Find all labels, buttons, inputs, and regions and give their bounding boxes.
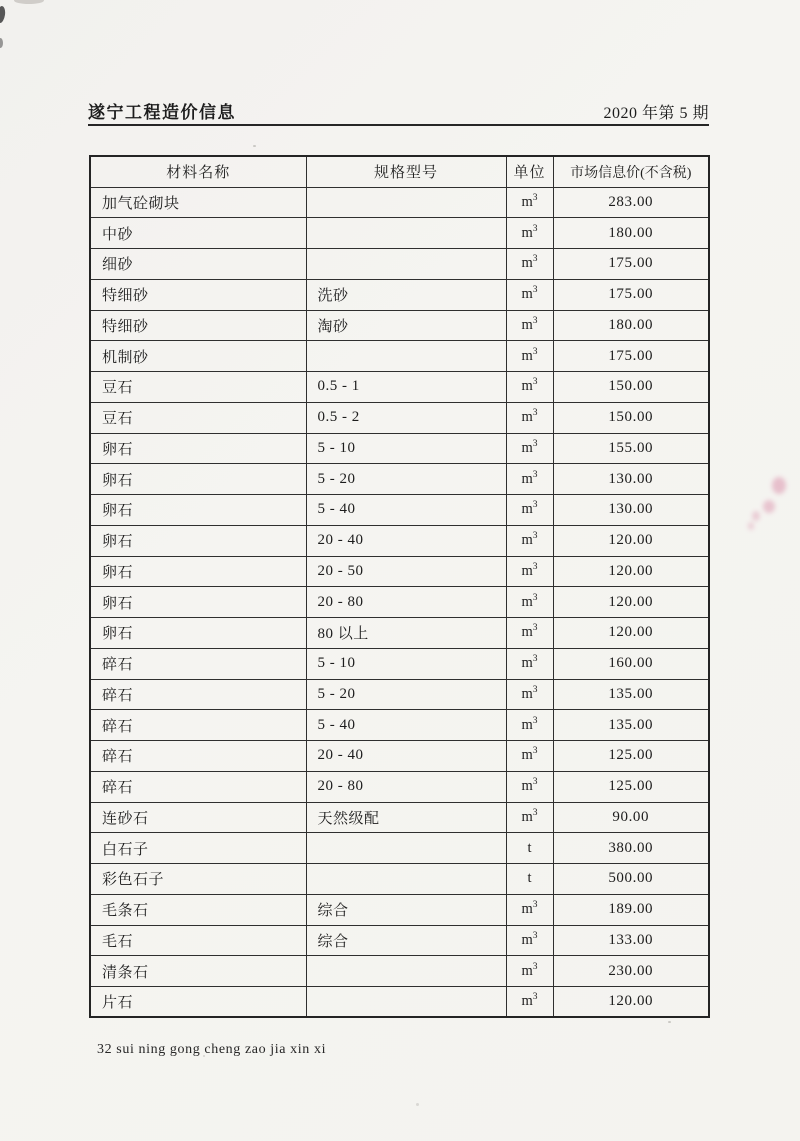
cell-price: 120.00 bbox=[553, 587, 709, 618]
cell-spec-model: 5 - 20 bbox=[306, 679, 506, 710]
cell-material-name: 碎石 bbox=[90, 710, 306, 741]
cell-material-name: 毛石 bbox=[90, 925, 306, 956]
price-table bbox=[89, 155, 710, 1018]
cell-unit: $m^3$ bbox=[506, 433, 553, 464]
cell-spec-model: 20 - 40 bbox=[306, 525, 506, 556]
table-row bbox=[90, 894, 709, 925]
table-row bbox=[90, 864, 709, 895]
table-row bbox=[90, 218, 709, 249]
table-row bbox=[90, 341, 709, 372]
cell-unit: $m^3$ bbox=[506, 341, 553, 372]
cell-unit: $m^3$ bbox=[506, 710, 553, 741]
cell-spec-model bbox=[306, 187, 506, 218]
cell-unit: $m^3$ bbox=[506, 587, 553, 618]
table-row bbox=[90, 771, 709, 802]
cell-material-name: 细砂 bbox=[90, 249, 306, 280]
column-header-market-price: 市场信息价(不含税) bbox=[553, 156, 709, 187]
cell-unit: $m^3$ bbox=[506, 187, 553, 218]
cell-price: 175.00 bbox=[553, 249, 709, 280]
cell-spec-model: 0.5 - 1 bbox=[306, 372, 506, 403]
scan-ink-smudge bbox=[748, 522, 754, 530]
cell-unit: $m^3$ bbox=[506, 372, 553, 403]
cell-price: 175.00 bbox=[553, 279, 709, 310]
cell-material-name: 卵石 bbox=[90, 464, 306, 495]
cell-material-name: 卵石 bbox=[90, 587, 306, 618]
cell-spec-model: 5 - 20 bbox=[306, 464, 506, 495]
cell-material-name: 特细砂 bbox=[90, 310, 306, 341]
cell-material-name: 中砂 bbox=[90, 218, 306, 249]
cell-material-name: 卵石 bbox=[90, 618, 306, 649]
cell-spec-model: 5 - 40 bbox=[306, 495, 506, 526]
table-row bbox=[90, 833, 709, 864]
table-row bbox=[90, 956, 709, 987]
cell-price: 120.00 bbox=[553, 618, 709, 649]
footer-page-label: 32 sui ning gong cheng zao jia xin xi bbox=[97, 1042, 327, 1057]
cell-unit: $m^3$ bbox=[506, 279, 553, 310]
table-row bbox=[90, 556, 709, 587]
column-header-unit: 单位 bbox=[506, 156, 553, 187]
cell-price: 120.00 bbox=[553, 556, 709, 587]
cell-spec-model: 80 以上 bbox=[306, 618, 506, 649]
cell-unit: $m^3$ bbox=[506, 741, 553, 772]
table-row bbox=[90, 433, 709, 464]
cell-unit: $m^3$ bbox=[506, 310, 553, 341]
cell-price: 175.00 bbox=[553, 341, 709, 372]
cell-price: 125.00 bbox=[553, 771, 709, 802]
cell-unit: $m^3$ bbox=[506, 402, 553, 433]
table-row bbox=[90, 495, 709, 526]
cell-spec-model: 5 - 40 bbox=[306, 710, 506, 741]
table-row bbox=[90, 587, 709, 618]
scan-ink-smudge bbox=[752, 511, 760, 521]
cell-price: 150.00 bbox=[553, 402, 709, 433]
document-title: 遂宁工程造价信息 bbox=[88, 103, 236, 122]
cell-spec-model: 综合 bbox=[306, 925, 506, 956]
header-divider bbox=[88, 124, 709, 126]
table-row bbox=[90, 279, 709, 310]
scan-speck bbox=[416, 1103, 419, 1106]
cell-material-name: 加气砼砌块 bbox=[90, 187, 306, 218]
cell-material-name: 碎石 bbox=[90, 741, 306, 772]
cell-material-name: 卵石 bbox=[90, 495, 306, 526]
cell-unit: $m^3$ bbox=[506, 925, 553, 956]
price-table-body bbox=[90, 187, 709, 1017]
cell-material-name: 碎石 bbox=[90, 648, 306, 679]
cell-unit: $m^3$ bbox=[506, 679, 553, 710]
cell-unit: $m^3$ bbox=[506, 556, 553, 587]
cell-spec-model bbox=[306, 956, 506, 987]
cell-spec-model: 洗砂 bbox=[306, 279, 506, 310]
table-row bbox=[90, 679, 709, 710]
cell-price: 283.00 bbox=[553, 187, 709, 218]
scan-corner-mark bbox=[0, 38, 3, 48]
table-row bbox=[90, 741, 709, 772]
cell-spec-model bbox=[306, 249, 506, 280]
cell-price: 133.00 bbox=[553, 925, 709, 956]
cell-price: 150.00 bbox=[553, 372, 709, 403]
cell-price: 120.00 bbox=[553, 525, 709, 556]
cell-spec-model bbox=[306, 218, 506, 249]
cell-spec-model: 天然级配 bbox=[306, 802, 506, 833]
table-row bbox=[90, 925, 709, 956]
cell-material-name: 卵石 bbox=[90, 525, 306, 556]
table-row bbox=[90, 525, 709, 556]
cell-unit: $m^3$ bbox=[506, 464, 553, 495]
table-row bbox=[90, 648, 709, 679]
cell-spec-model: 0.5 - 2 bbox=[306, 402, 506, 433]
cell-unit: $m^3$ bbox=[506, 802, 553, 833]
column-header-material-name: 材料名称 bbox=[90, 156, 306, 187]
cell-unit: $m^3$ bbox=[506, 618, 553, 649]
table-row bbox=[90, 402, 709, 433]
table-row bbox=[90, 802, 709, 833]
scan-ink-smudge bbox=[772, 477, 786, 494]
cell-price: 90.00 bbox=[553, 802, 709, 833]
cell-price: 380.00 bbox=[553, 833, 709, 864]
cell-material-name: 碎石 bbox=[90, 771, 306, 802]
table-row bbox=[90, 187, 709, 218]
cell-material-name: 机制砂 bbox=[90, 341, 306, 372]
cell-material-name: 卵石 bbox=[90, 556, 306, 587]
cell-unit: $m^3$ bbox=[506, 218, 553, 249]
cell-spec-model bbox=[306, 864, 506, 895]
cell-spec-model: 5 - 10 bbox=[306, 433, 506, 464]
cell-price: 130.00 bbox=[553, 495, 709, 526]
cell-unit: $m^3$ bbox=[506, 648, 553, 679]
cell-spec-model: 淘砂 bbox=[306, 310, 506, 341]
table-row bbox=[90, 464, 709, 495]
table-row bbox=[90, 310, 709, 341]
cell-price: 130.00 bbox=[553, 464, 709, 495]
table-row bbox=[90, 372, 709, 403]
cell-price: 180.00 bbox=[553, 310, 709, 341]
cell-price: 180.00 bbox=[553, 218, 709, 249]
column-header-spec-model: 规格型号 bbox=[306, 156, 506, 187]
cell-material-name: 彩色石子 bbox=[90, 864, 306, 895]
cell-price: 125.00 bbox=[553, 741, 709, 772]
cell-material-name: 连砂石 bbox=[90, 802, 306, 833]
cell-unit: $m^3$ bbox=[506, 495, 553, 526]
scan-edge-smudge bbox=[14, 0, 44, 4]
cell-unit: $m^3$ bbox=[506, 956, 553, 987]
cell-material-name: 豆石 bbox=[90, 372, 306, 403]
cell-material-name: 豆石 bbox=[90, 402, 306, 433]
table-row bbox=[90, 710, 709, 741]
cell-price: 120.00 bbox=[553, 987, 709, 1018]
cell-price: 189.00 bbox=[553, 894, 709, 925]
issue-label: 2020 年第 5 期 bbox=[603, 105, 709, 122]
cell-unit: t bbox=[506, 833, 553, 864]
cell-material-name: 片石 bbox=[90, 987, 306, 1018]
cell-spec-model: 5 - 10 bbox=[306, 648, 506, 679]
cell-material-name: 白石子 bbox=[90, 833, 306, 864]
cell-spec-model: 20 - 40 bbox=[306, 741, 506, 772]
cell-price: 160.00 bbox=[553, 648, 709, 679]
cell-spec-model: 20 - 50 bbox=[306, 556, 506, 587]
table-row bbox=[90, 987, 709, 1018]
cell-price: 135.00 bbox=[553, 710, 709, 741]
cell-price: 155.00 bbox=[553, 433, 709, 464]
scan-ink-smudge bbox=[763, 500, 775, 513]
cell-unit: $m^3$ bbox=[506, 249, 553, 280]
cell-material-name: 卵石 bbox=[90, 433, 306, 464]
cell-spec-model: 综合 bbox=[306, 894, 506, 925]
scan-speck bbox=[668, 1021, 671, 1023]
cell-spec-model bbox=[306, 341, 506, 372]
cell-spec-model bbox=[306, 833, 506, 864]
cell-unit: t bbox=[506, 864, 553, 895]
table-header-row bbox=[90, 156, 709, 187]
cell-material-name: 清条石 bbox=[90, 956, 306, 987]
cell-unit: $m^3$ bbox=[506, 894, 553, 925]
cell-price: 135.00 bbox=[553, 679, 709, 710]
scan-corner-mark bbox=[0, 6, 6, 24]
cell-spec-model bbox=[306, 987, 506, 1018]
table-row bbox=[90, 618, 709, 649]
scan-speck bbox=[253, 145, 256, 147]
cell-unit: $m^3$ bbox=[506, 987, 553, 1018]
cell-price: 500.00 bbox=[553, 864, 709, 895]
cell-unit: $m^3$ bbox=[506, 771, 553, 802]
cell-spec-model: 20 - 80 bbox=[306, 587, 506, 618]
cell-price: 230.00 bbox=[553, 956, 709, 987]
cell-material-name: 碎石 bbox=[90, 679, 306, 710]
table-row bbox=[90, 249, 709, 280]
cell-unit: $m^3$ bbox=[506, 525, 553, 556]
cell-material-name: 毛条石 bbox=[90, 894, 306, 925]
cell-material-name: 特细砂 bbox=[90, 279, 306, 310]
cell-spec-model: 20 - 80 bbox=[306, 771, 506, 802]
